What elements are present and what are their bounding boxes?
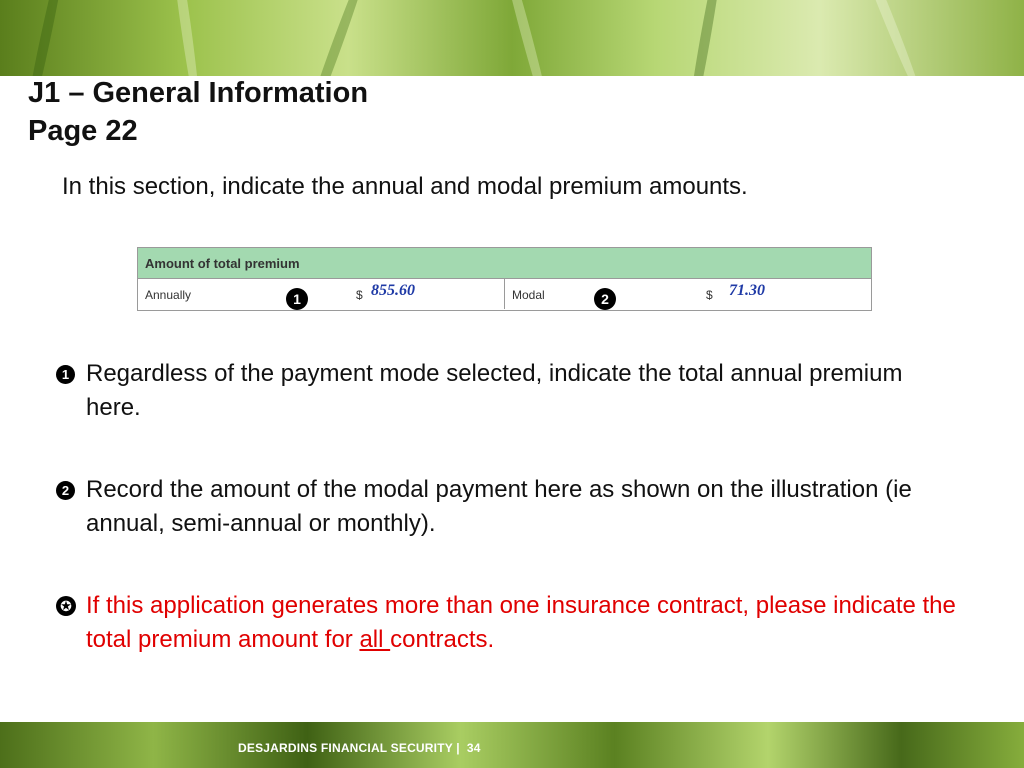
modal-label: Modal — [512, 288, 545, 302]
note-3 — [56, 589, 956, 657]
annually-label: Annually — [145, 288, 192, 302]
marker-two-icon: 2 — [594, 288, 616, 310]
slide-title — [28, 74, 368, 150]
note-3-text-after: contracts. — [390, 626, 495, 653]
footer-company: DESJARDINS FINANCIAL SECURITY — [238, 741, 453, 755]
slide-title-line1: J1 – General Information — [28, 77, 369, 109]
modal-cell — [505, 279, 871, 309]
modal-value: 71.30 — [729, 282, 765, 299]
grass-blade — [296, 0, 374, 76]
note-3-text — [56, 589, 956, 657]
modal-currency: $ — [706, 288, 713, 302]
annually-value: 855.60 — [371, 282, 415, 299]
note-3-text-before: If this application generates more than one insurance contract, please indicate the total premium amount for — [86, 592, 956, 653]
marker-one-icon: 1 — [286, 288, 308, 310]
note-2 — [56, 473, 956, 541]
bottom-banner-image — [0, 722, 1024, 768]
form-row — [138, 279, 871, 309]
number-one-icon: 1 — [56, 365, 75, 384]
note-2-text: Record the amount of the modal payment here as shown on the illustration (ie annual, semi-annual or monthly). — [86, 476, 912, 537]
number-two-icon: 2 — [56, 481, 75, 500]
top-banner-image — [0, 0, 1024, 76]
grass-blade — [494, 0, 555, 76]
slide-title-line2: Page 22 — [28, 115, 138, 147]
grass-blade — [166, 0, 204, 76]
premium-form — [137, 247, 872, 311]
note-3-underlined: all — [359, 626, 391, 653]
intro-text: In this section, indicate the annual and modal premium amounts. — [62, 173, 748, 200]
form-header: Amount of total premium — [138, 248, 871, 279]
grass-blade — [843, 0, 927, 76]
annually-cell — [138, 279, 505, 309]
footer — [238, 741, 481, 755]
note-1 — [56, 357, 956, 425]
grass-blade — [683, 0, 728, 76]
grass-blade — [19, 0, 70, 76]
note-1-text: Regardless of the payment mode selected, indicate the total annual premium here. — [86, 360, 903, 421]
footer-page-number: 34 — [466, 741, 481, 755]
annually-currency: $ — [356, 288, 363, 302]
star-icon: ✪ — [56, 596, 76, 616]
footer-separator: | — [456, 741, 460, 755]
